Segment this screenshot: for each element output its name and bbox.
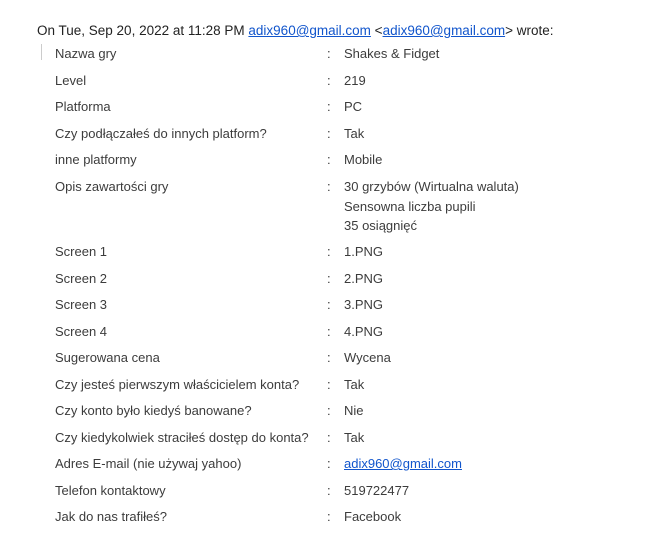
field-label: Jak do nas trafiłeś? [55,509,168,524]
field-value: Shakes & Fidget [344,46,440,61]
field-value: 3.PNG [344,297,384,312]
field-value: Wycena [344,350,391,365]
field-value: PC [344,99,363,114]
field-label: Screen 2 [55,271,108,286]
quote-header-bracket: < [370,23,383,38]
field-separator: : [327,403,331,418]
field-label: Screen 3 [55,297,108,312]
field-value: 1.PNG [344,244,384,259]
field-value-line: Sensowna liczba pupili [344,198,476,214]
field-label: Adres E-mail (nie używaj yahoo) [55,456,242,471]
field-value: Nie [344,403,364,418]
field-value: Mobile [344,152,383,167]
field-separator: : [327,324,331,339]
field-label: Screen 4 [55,324,108,339]
field-label: Czy kiedykolwiek straciłeś dostęp do konta? [55,430,309,445]
field-value: Tak [344,430,365,445]
field-value [344,454,462,474]
field-value-line: 35 osiągnięć [344,218,417,233]
field-separator: : [327,509,331,524]
field-label: Czy jesteś pierwszym właścicielem konta? [55,377,300,392]
field-separator: : [327,271,331,286]
field-separator: : [327,73,331,88]
field-label: Screen 1 [55,244,108,259]
field-value-line: 30 grzybów (Wirtualna waluta) [344,179,519,194]
field-label: Telefon kontaktowy [55,483,166,498]
email-value-link[interactable]: adix960@gmail.com [344,456,462,471]
field-label: Czy podłączałeś do innych platform? [55,126,267,141]
field-separator: : [327,46,331,61]
sender-name-link[interactable]: adix960@gmail.com [248,23,371,38]
field-separator: : [327,126,331,141]
field-separator: : [327,430,331,445]
field-separator: : [327,152,331,167]
field-value: 219 [344,73,366,88]
field-label: Sugerowana cena [55,350,160,365]
field-label: Nazwa gry [55,46,117,61]
field-separator: : [327,350,331,365]
field-separator: : [327,456,331,471]
field-value: Facebook [344,509,402,524]
field-label: Opis zawartości gry [55,179,169,194]
field-label: inne platformy [55,152,137,167]
sender-email-link[interactable]: adix960@gmail.com [382,23,506,38]
field-label: Platforma [55,99,111,114]
field-value: 4.PNG [344,324,384,339]
field-separator: : [327,244,331,259]
field-value: 2.PNG [344,271,384,286]
field-separator: : [327,99,331,114]
field-label: Czy konto było kiedyś banowane? [55,403,252,418]
field-separator: : [327,483,331,498]
field-value: Tak [344,377,365,392]
field-value-multiline [344,177,519,236]
field-value: 519722477 [344,483,410,498]
field-value: Tak [344,126,365,141]
field-label: Level [55,73,87,88]
field-separator: : [327,297,331,312]
quote-header-suffix: > wrote: [505,23,554,38]
field-separator: : [327,377,331,392]
field-separator: : [327,179,331,194]
quote-header-prefix: On Tue, Sep 20, 2022 at 11:28 PM [37,23,249,38]
